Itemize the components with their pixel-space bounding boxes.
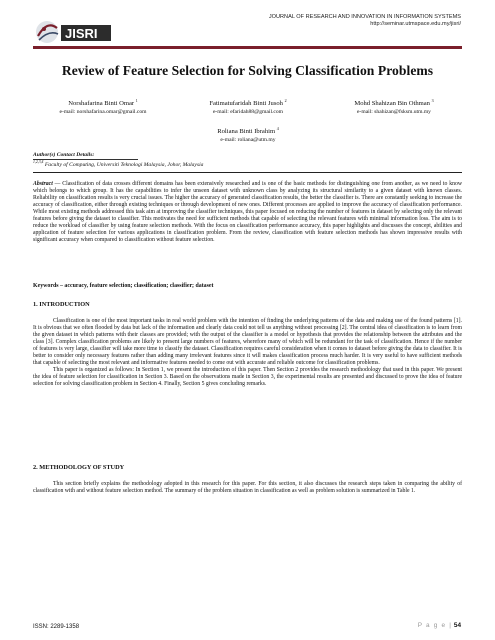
author-3 [323, 97, 465, 116]
author-sup: 3 [431, 98, 434, 103]
author-email[interactable]: e-mail: roliana@utm.my [220, 137, 276, 144]
author-sup: 4 [276, 126, 279, 131]
contact-underline [33, 159, 138, 160]
paragraph: Classification is one of the most important tasks in real world problem with the intention of finding the underlying patterns of the data and making use of the found patterns [1]. It is obvious that we often flooded by data but lack of the information and clearly data could not tell us anything without processing [2]. The central idea of classification is to learn from the given dataset in which patterns with their classes are provided; with the output of the classifier is a model or hypothesis that provides the relationship between the attributes and the class [3]. Complex classification problems are likely to present large numbers of features, wherefore many of which will be redundant for the task of classification. Hence if the number of features is very large, classifier will take more time to classify the dataset. Classification requires careful consideration when it comes to dataset before giving the data to classifier. It is better to consider only necessary features rather than adding many irrelevant features since it will makes classification process much harder. It is very useful to have sufficient methods that capable of selecting the most relevant and informative features needed to come out with accurate and reliable outcome for classification problems. [33, 318, 462, 367]
paper-title: Review of Feature Selection for Solving Classification Problems [61, 63, 434, 78]
journal-url[interactable]: http://seminar.utmspace.edu.my/jisri/ [370, 21, 461, 27]
contact-affiliation: Faculty of Computing, Universiti Teknologi Malaysia, Johor, Malaysia [43, 161, 204, 168]
section-heading-introduction: 1. INTRODUCTION [33, 301, 90, 308]
journal-name: JOURNAL OF RESEARCH AND INNOVATION IN INFORMATION SYSTEMS [268, 14, 461, 20]
section-body-methodology [33, 481, 462, 495]
contact-details [33, 152, 463, 168]
keywords: Keywords – accuracy, feature selection; classification; classifier; dataset [33, 283, 214, 289]
author-email[interactable]: e-mail: efaridah88@gmail.com [212, 109, 284, 116]
footer-page-number [418, 622, 461, 629]
author-name: Roliana Binti Ibrahim [217, 128, 276, 136]
paragraph: This paper is organized as follows: In Section 1, we present the introduction of this paper. Then Section 2 provides the research methodology that used in this paper. We present the idea of feature selection for classification in Section 3. Based on the observations made in Section 3, the experimental results are presented and discussed to prove the idea of feature selection for solving classification problem in Section 4. Finally, Section 5 gives concluding remarks. [33, 367, 462, 388]
abstract-text: — Classification of data crosses different domains has been extensively researched and is one of the basic methods for distinguishing one from another, as we need to know which belongs to which group. It has the capabilities to infer the unseen dataset with unknown class by analyzing its structural similarity to a given dataset with known classes. Reliability on classification results is very crucial issues. The higher the accuracy of generated classification results, the better the classifier is. There are constantly seeking to increase the accuracy of classification, either through existing techniques or through development of new ones. Different processes are applied to improve the accuracy of classification performance. While most existing methods addressed this task aim at improving the classifier techniques, this paper focused on reducing the number of features in dataset by selecting only the relevant features before giving the dataset to classifier. This motivates the need for sufficient methods that capable of selecting the relevant features with minimal information loss. The aim is to reduce the workload of classifier by using feature selection methods. With the focus on classification performance accuracy, this paper highlights and discusses the concept, abilities and application of feature selection for various applications in classification problem. From the review, classification with feature selection methods has shown impressive results with significant accuracy when compared to classification without feature selection. [33, 181, 462, 244]
paragraph: This section briefly explains the methodology adopted in this research for this paper. For this section, it also discusses the research steps taken in comparing the ability of classification with and without feature selection method. The summary of the problem situation in classification as well as problem solution is summarized in Table 1. [33, 481, 462, 495]
page-label: P a g e | [417, 622, 453, 629]
author-email[interactable]: e-mail: shahizan@fsksm.utm.my [357, 109, 431, 116]
author-name: Fatimatufaridah Binti Jusoh [209, 100, 283, 108]
contact-sup: 1,2,3,4 [33, 159, 44, 164]
journal-header [269, 14, 461, 28]
author-sup: 2 [284, 98, 287, 103]
author-4 [178, 125, 318, 144]
footer-issn: ISSN: 2289-1358 [33, 624, 80, 630]
author-email[interactable]: e-mail: norshafarina.omar@gmail.com [59, 109, 147, 116]
contact-label: Author(s) Contact Details: [33, 152, 95, 158]
abstract-top-rule [33, 172, 462, 173]
author-sup: 1 [135, 98, 138, 103]
logo-wordmark: JISRI [65, 26, 98, 41]
abstract [33, 181, 462, 244]
author-2 [178, 97, 318, 116]
header-divider [33, 46, 462, 49]
page-number: 54 [453, 622, 461, 629]
section-heading-methodology: 2. METHODOLOGY OF STUDY [33, 464, 125, 471]
author-1 [33, 97, 173, 116]
author-name: Norshafarina Binti Omar [68, 100, 135, 108]
section-body-introduction [33, 318, 462, 388]
author-name: Mohd Shahizan Bin Othman [354, 100, 430, 108]
abstract-label: Abstract [33, 181, 53, 187]
jisri-logo [33, 16, 123, 48]
